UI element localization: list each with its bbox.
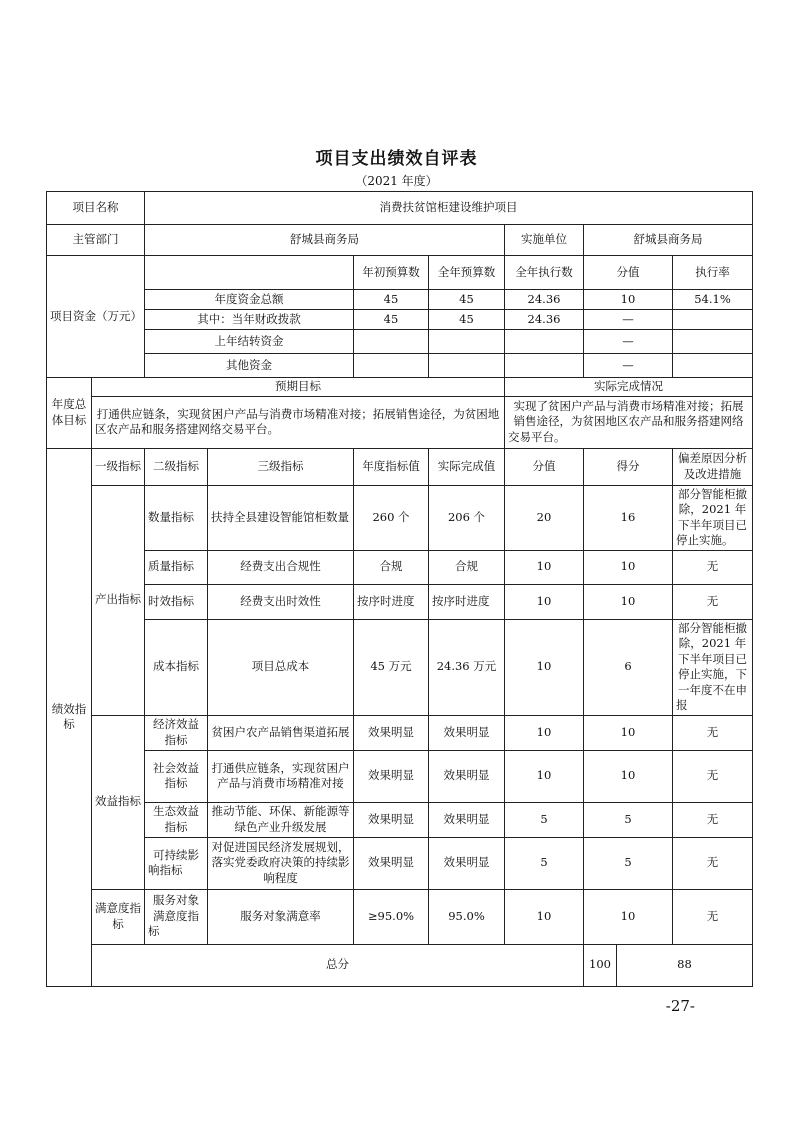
funds-cell [673,330,753,354]
satisfaction-label: 满意度指标 [92,889,145,944]
funds-header: 全年预算数 [429,256,505,290]
actual-cell: 效果明显 [429,802,505,837]
score-value-cell: 5 [505,837,584,889]
indicator-row [47,485,753,550]
total-row [47,944,753,986]
indicator-row [47,550,753,584]
score-value-cell: 10 [505,550,584,584]
total-score-value: 100 [584,944,617,986]
level3-header: 三级指标 [208,448,354,485]
level3-cell: 推动节能、环保、新能源等绿色产业升级发展 [208,802,354,837]
level2-header: 二级指标 [145,448,208,485]
funds-header: 年初预算数 [354,256,429,290]
deviation-cell: 无 [673,802,753,837]
score-value-cell: 5 [505,802,584,837]
level2-cell: 生态效益指标 [145,802,208,837]
score-value-cell: 10 [505,889,584,944]
actual-goal-text: 实现了贫困户产品与消费市场精准对接；拓展销售途径，为贫困地区农产品和服务搭建网络交易平台。 [505,396,753,448]
score-value-cell: 10 [505,750,584,802]
level2-cell: 数量指标 [145,485,208,550]
actual-cell: 效果明显 [429,837,505,889]
funds-row-name: 上年结转资金 [145,330,354,354]
deviation-header: 偏差原因分析及改进措施 [673,448,753,485]
target-cell: 效果明显 [354,715,429,750]
level3-cell: 服务对象满意率 [208,889,354,944]
impl-value: 舒城县商务局 [584,225,753,256]
project-name-value: 消费扶贫馆柜建设维护项目 [145,192,753,225]
indicator-row [47,715,753,750]
funds-row-name: 年度资金总额 [145,290,354,310]
deviation-cell: 无 [673,750,753,802]
target-cell: 合规 [354,550,429,584]
goals-header-row [47,378,753,397]
funds-cell: — [584,310,673,330]
funds-cell [673,310,753,330]
project-name-label: 项目名称 [47,192,145,225]
dept-label: 主管部门 [47,225,145,256]
funds-row [47,290,753,310]
total-label: 总分 [92,944,584,986]
actual-cell: 效果明显 [429,715,505,750]
funds-cell: — [584,330,673,354]
score-value-cell: 10 [505,584,584,619]
actual-header: 实际完成值 [429,448,505,485]
level3-cell: 经费支出合规性 [208,550,354,584]
indicators-label: 绩效指标 [47,448,92,986]
funds-label: 项目资金（万元） [47,256,145,378]
score-cell: 6 [584,619,673,715]
funds-cell: 24.36 [505,310,584,330]
project-name-row [47,192,753,225]
indicator-row [47,750,753,802]
funds-cell: 45 [354,310,429,330]
score-value-header: 分值 [505,448,584,485]
expected-goal-text: 打通供应链条，实现贫困户产品与消费市场精准对接；拓展销售途径，为贫困地区农产品和服务搭建网络交易平台。 [92,396,505,448]
target-cell: 效果明显 [354,837,429,889]
target-header: 年度指标值 [354,448,429,485]
deviation-cell: 部分智能柜撤除，2021 年下半年项目已停止实施。 [673,485,753,550]
actual-cell: 合规 [429,550,505,584]
expected-goal-label: 预期目标 [92,378,505,397]
level2-cell: 经济效益指标 [145,715,208,750]
score-header: 得分 [584,448,673,485]
funds-header: 分值 [584,256,673,290]
total-score: 88 [617,944,753,986]
funds-header: 执行率 [673,256,753,290]
indicator-row [47,802,753,837]
funds-header: 全年执行数 [505,256,584,290]
funds-row [47,354,753,378]
deviation-cell: 部分智能柜撤除，2021 年下半年项目已停止实施，下一年度不在申报 [673,619,753,715]
funds-cell: 45 [429,310,505,330]
performance-table [46,191,753,987]
target-cell: 260 个 [354,485,429,550]
indicator-row [47,619,753,715]
score-cell: 10 [584,550,673,584]
level2-cell: 成本指标 [145,619,208,715]
page-subtitle: （2021 年度） [355,174,438,188]
funds-row-name: 其中：当年财政拨款 [145,310,354,330]
target-cell: 45 万元 [354,619,429,715]
indicators-header-row [47,448,753,485]
output-label: 产出指标 [92,485,145,715]
level3-cell: 经费支出时效性 [208,584,354,619]
funds-row-name: 其他资金 [145,354,354,378]
level2-cell: 社会效益指标 [145,750,208,802]
actual-cell: 206 个 [429,485,505,550]
level2-cell: 可持续影响指标 [145,837,208,889]
score-cell: 10 [584,715,673,750]
page-number: -27- [665,997,695,1015]
level2-cell: 服务对象满意度指标 [145,889,208,944]
target-cell: ≥95.0% [354,889,429,944]
level3-cell: 贫困户农产品销售渠道拓展 [208,715,354,750]
funds-cell: 45 [354,290,429,310]
level3-cell: 对促进国民经济发展规划，落实党委政府决策的持续影响程度 [208,837,354,889]
actual-cell: 按序时进度 [429,584,505,619]
funds-cell: 54.1% [673,290,753,310]
score-value-cell: 20 [505,485,584,550]
funds-cell: — [584,354,673,378]
impl-label: 实施单位 [505,225,584,256]
funds-cell [505,354,584,378]
department-row [47,225,753,256]
dept-value: 舒城县商务局 [145,225,505,256]
deviation-cell: 无 [673,837,753,889]
funds-row [47,330,753,354]
score-cell: 5 [584,802,673,837]
level2-cell: 时效指标 [145,584,208,619]
funds-cell [354,354,429,378]
funds-cell: 10 [584,290,673,310]
funds-cell [505,330,584,354]
goals-content-row [47,396,753,448]
funds-row [47,310,753,330]
actual-cell: 24.36 万元 [429,619,505,715]
goals-label: 年度总体目标 [47,378,92,449]
funds-cell [429,330,505,354]
target-cell: 按序时进度 [354,584,429,619]
score-cell: 16 [584,485,673,550]
score-cell: 10 [584,889,673,944]
deviation-cell: 无 [673,584,753,619]
actual-goal-label: 实际完成情况 [505,378,753,397]
target-cell: 效果明显 [354,750,429,802]
score-cell: 5 [584,837,673,889]
funds-cell: 24.36 [505,290,584,310]
level2-cell: 质量指标 [145,550,208,584]
score-value-cell: 10 [505,619,584,715]
level1-header: 一级指标 [92,448,145,485]
deviation-cell: 无 [673,550,753,584]
funds-cell [673,354,753,378]
funds-blank-header [145,256,354,290]
benefit-label: 效益指标 [92,715,145,889]
page-title: 项目支出绩效自评表 [315,149,478,169]
actual-cell: 效果明显 [429,750,505,802]
funds-cell: 45 [429,290,505,310]
level3-cell: 扶持全县建设智能馆柜数量 [208,485,354,550]
deviation-cell: 无 [673,715,753,750]
score-cell: 10 [584,750,673,802]
indicator-row [47,889,753,944]
score-cell: 10 [584,584,673,619]
target-cell: 效果明显 [354,802,429,837]
score-value-cell: 10 [505,715,584,750]
funds-header-row [47,256,753,290]
level3-cell: 打通供应链条，实现贫困户产品与消费市场精准对接 [208,750,354,802]
level3-cell: 项目总成本 [208,619,354,715]
indicator-row [47,837,753,889]
actual-cell: 95.0% [429,889,505,944]
deviation-cell: 无 [673,889,753,944]
indicator-row [47,584,753,619]
funds-cell [354,330,429,354]
funds-cell [429,354,505,378]
